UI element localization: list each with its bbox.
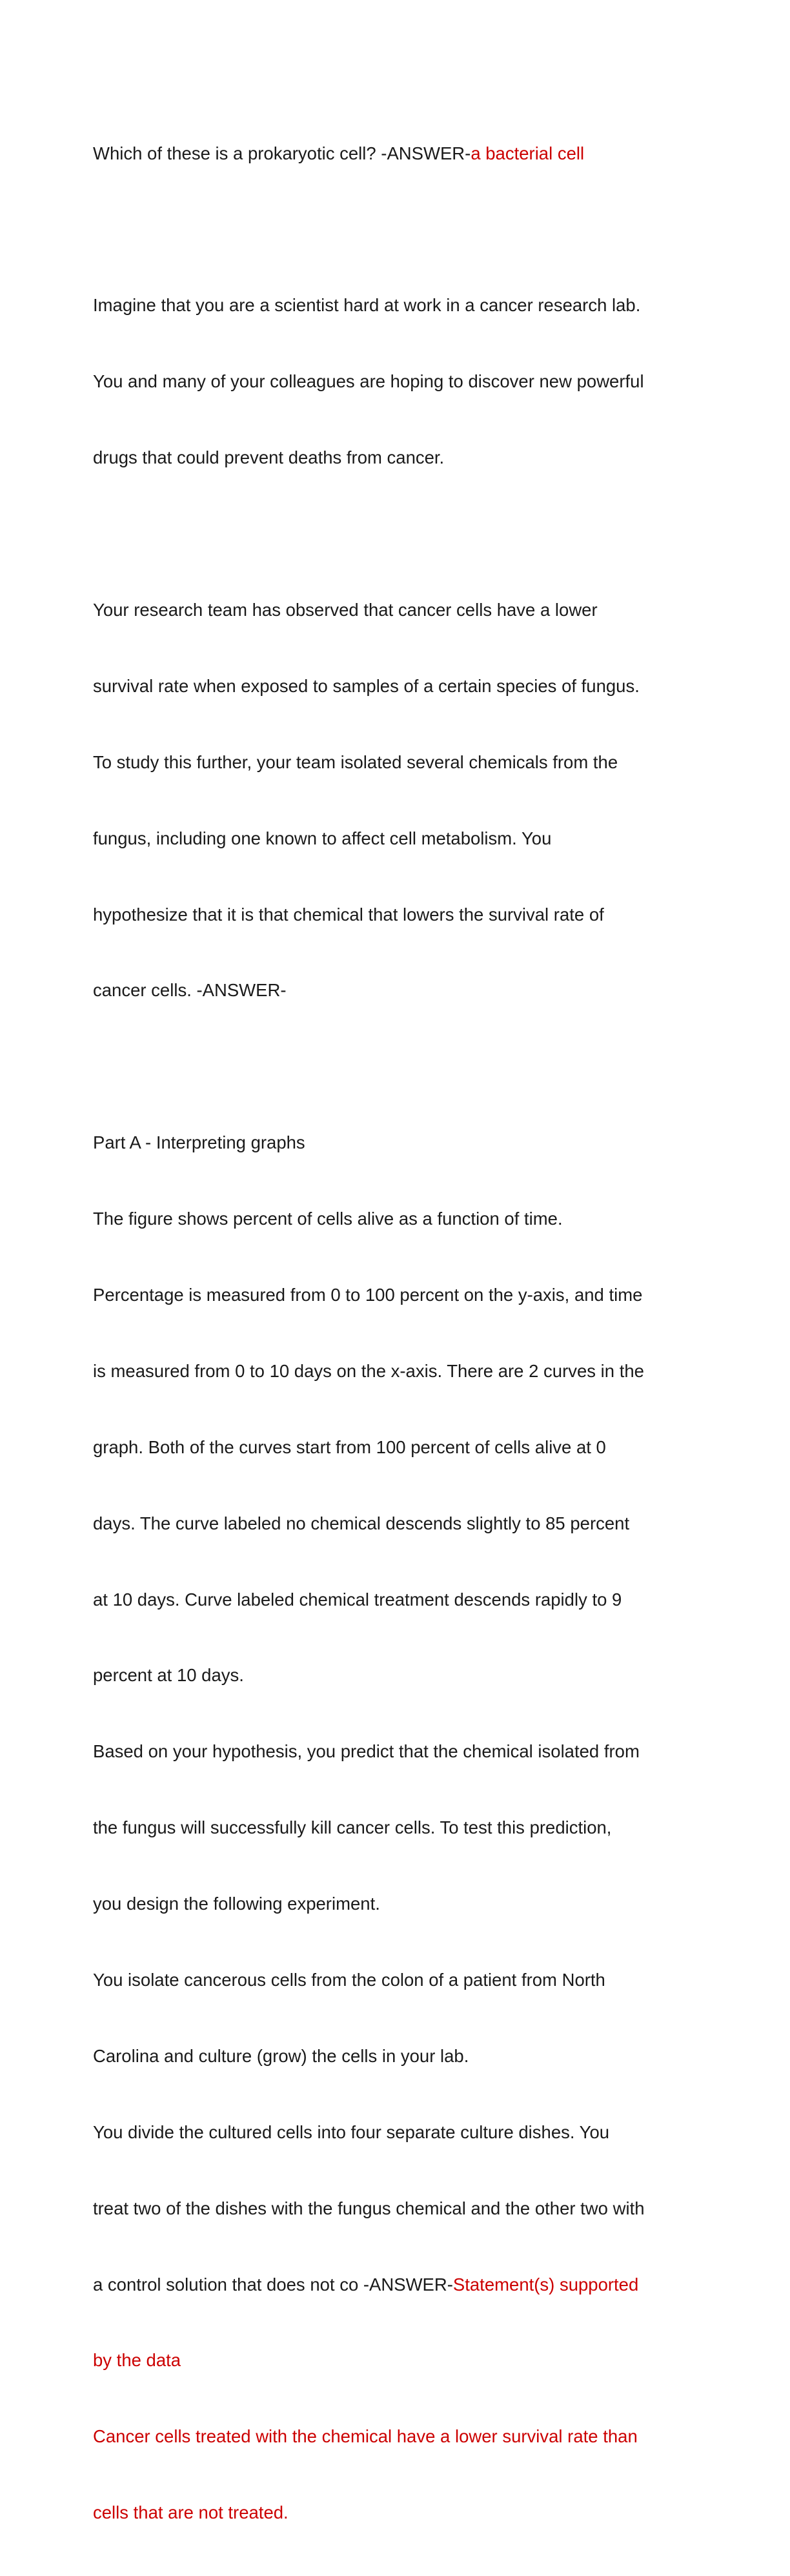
- passage-line: at 10 days. Curve labeled chemical treatment descends rapidly to 9: [93, 1589, 622, 1610]
- passage-intro: [93, 242, 700, 521]
- passage-line: The figure shows percent of cells alive as a function of time.: [93, 1209, 563, 1229]
- passage-line: You and many of your colleagues are hoping to discover new powerful: [93, 371, 644, 392]
- paragraph-gap: [93, 521, 700, 546]
- passage-line: Percentage is measured from 0 to 100 percent on the y-axis, and time: [93, 1284, 643, 1305]
- passage-line-text: a control solution that does not co -ANSWER-: [93, 2274, 453, 2295]
- passage-line: Your research team has observed that cancer cells have a lower: [93, 599, 598, 620]
- document-content: [93, 90, 700, 2576]
- question-1-answer: a bacterial cell: [471, 143, 585, 163]
- answer-line: Cancer cells treated with the chemical have a lower survival rate than: [93, 2426, 638, 2447]
- passage-line: the fungus will successfully kill cancer cells. To test this prediction,: [93, 1817, 612, 1838]
- question-1: [93, 90, 700, 216]
- paragraph-gap: [93, 1054, 700, 1079]
- question-1-line: [93, 141, 700, 166]
- passage-line: survival rate when exposed to samples of a certain species of fungus.: [93, 675, 640, 696]
- passage-line: cancer cells. -ANSWER-: [93, 980, 287, 1001]
- passage-line: Carolina and culture (grow) the cells in your lab.: [93, 2045, 469, 2066]
- passage-line: is measured from 0 to 10 days on the x-axis. There are 2 curves in the: [93, 1360, 644, 1381]
- passage-line: Based on your hypothesis, you predict that the chemical isolated from: [93, 1741, 640, 1762]
- passage-line: drugs that could prevent deaths from cancer.: [93, 447, 445, 468]
- passage-line: treat two of the dishes with the fungus chemical and the other two with: [93, 2198, 645, 2218]
- passage-line: Imagine that you are a scientist hard at work in a cancer research lab.: [93, 295, 641, 316]
- passage-line: To study this further, your team isolated several chemicals from the: [93, 751, 618, 772]
- passage-line: hypothesize that it is that chemical that lowers the survival rate of: [93, 904, 604, 925]
- passage-line: You divide the cultured cells into four separate culture dishes. You: [93, 2121, 610, 2142]
- passage-part-a: [93, 1079, 700, 2576]
- answer-text-start: Statement(s) supported: [452, 2274, 639, 2295]
- passage-line-with-answer: [93, 2272, 700, 2297]
- passage-research: [93, 546, 700, 1054]
- passage-line: graph. Both of the curves start from 100 percent of cells alive at 0: [93, 1436, 606, 1457]
- answer-line: by the data: [93, 2350, 181, 2371]
- passage-line: days. The curve labeled no chemical descends slightly to 85 percent: [93, 1513, 630, 1533]
- passage-line: You isolate cancerous cells from the colon of a patient from North: [93, 1969, 605, 1990]
- paragraph-gap: [93, 216, 700, 241]
- passage-line: fungus, including one known to affect cell metabolism. You: [93, 828, 552, 848]
- passage-line: percent at 10 days.: [93, 1665, 244, 1686]
- question-1-text: Which of these is a prokaryotic cell? -ANSWER-: [93, 143, 471, 163]
- answer-line: cells that are not treated.: [93, 2502, 289, 2523]
- part-a-heading: Part A - Interpreting graphs: [93, 1132, 305, 1153]
- passage-line: you design the following experiment.: [93, 1894, 380, 1914]
